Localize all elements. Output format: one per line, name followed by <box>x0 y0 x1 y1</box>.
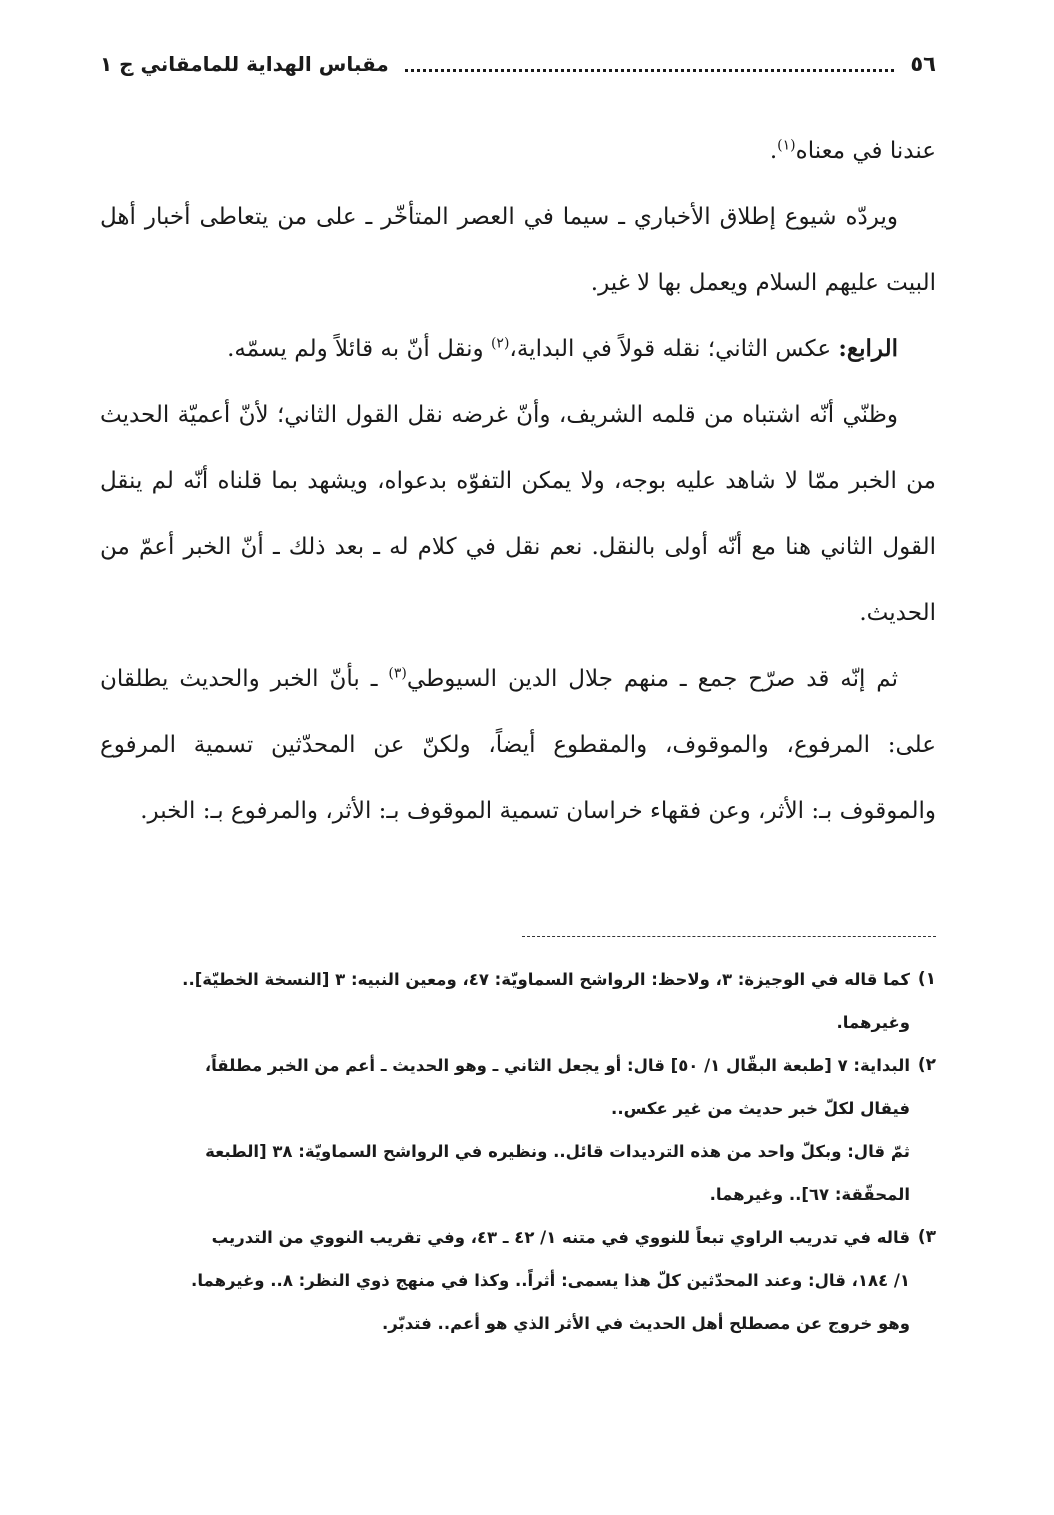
header-dotted-leader <box>405 69 895 72</box>
paragraph-5-text-a: ثم إنّه قد صرّح جمع ـ منهم جلال الدين السيوطي <box>406 666 898 692</box>
footnote-number: ٢) <box>917 1055 936 1075</box>
footnote-line: كما قاله في الوجيزة: ٣، ولاحظ: الرواشح السماويّة: ٤٧، ومعين النبيه: ٣ [النسخة الخطيّة].. <box>182 970 910 989</box>
footnote-ref-2[interactable]: (٢) <box>490 335 510 352</box>
paragraph-1 <box>100 118 936 184</box>
footnote-line: وهو خروج عن مصطلح أهل الحديث في الأثر الذي هو أعم.. فتدبّر. <box>382 1314 910 1333</box>
page-number: ٥٦ <box>910 52 936 76</box>
footnote-line: المحقّقة: ٦٧].. وغيرهما. <box>709 1185 910 1204</box>
footnote-ref-3[interactable]: (٣) <box>388 665 407 682</box>
paragraph-2: ويردّه شيوع إطلاق الأخباري ـ سيما في العصر المتأخّر ـ على من يتعاطى أخبار أهل البيت عليهم السلام ويعمل بها لا غير. <box>100 204 936 296</box>
footnote-1 <box>100 958 936 1044</box>
footnote-line: فيقال لكلّ خبر حديث من غير عكس.. <box>611 1099 910 1118</box>
footnote-body <box>100 1216 910 1345</box>
footnote-line: قاله في تدريب الراوي تبعاً للنووي في متنه ١/ ٤٢ ـ ٤٣، وفي تقريب النووي من التدريب <box>211 1228 910 1247</box>
paragraph-1-text: عندنا في معناه <box>795 138 936 164</box>
paragraph-3-lead: الرابع: <box>838 335 898 362</box>
footnote-number: ١) <box>917 969 936 989</box>
footnote-divider <box>522 936 936 937</box>
footnote-ref-1[interactable]: (١) <box>777 137 796 154</box>
paragraph-3-text-b: ونقل أنّ به قائلاً ولم يسمّه. <box>227 336 491 362</box>
footnote-line: البداية: ٧ [طبعة البقّال ١/ ٥٠] قال: أو يجعل الثاني ـ وهو الحديث ـ أعم من الخبر مطلقاً، <box>204 1056 910 1075</box>
footnote-3 <box>100 1216 936 1345</box>
footnote-body <box>100 958 910 1044</box>
footnote-line: وغيرهما. <box>836 1013 910 1032</box>
paragraph-1-end: . <box>769 138 778 164</box>
footnotes <box>100 958 936 1345</box>
footnote-2 <box>100 1044 936 1216</box>
paragraph-3 <box>100 316 936 382</box>
paragraph-3-text-a: عكس الثاني؛ نقله قولاً في البداية، <box>509 336 839 362</box>
paragraph-5-text-b: ـ بأنّ الخبر والحديث يطلقان على: المرفوع، والموقوف، والمقطوع أيضاً، ولكنّ عن المحدّثين تسمية المرفوع والموقوف بـ: الأثر، وعن فقهاء خراسان تسمية الموقوف بـ: الأثر، والمرفوع بـ: الخبر. <box>100 666 936 824</box>
footnote-body <box>100 1044 910 1216</box>
running-header <box>100 40 936 88</box>
paragraph-5 <box>100 646 936 844</box>
paragraph-4: وظنّي أنّه اشتباه من قلمه الشريف، وأنّ غرضه نقل القول الثاني؛ لأنّ أعميّة الحديث من الخبر ممّا لا شاهد عليه بوجه، ولا يمكن التفوّه بدعواه، ويشهد بما قلناه أنّه لم ينقل القول الثاني هنا مع أنّه أولى بالنقل. نعم نقل في كلام له ـ بعد ذلك ـ أنّ الخبر أعمّ من الحديث. <box>100 402 936 626</box>
book-title: مقباس الهداية للمامقاني ج ١ <box>100 52 389 76</box>
footnote-line: ١/ ١٨٤، قال: وعند المحدّثين كلّ هذا يسمى: أثراً.. وكذا في منهج ذوي النظر: ٨.. وغيرهما. <box>191 1271 910 1290</box>
footnote-number: ٣) <box>917 1227 936 1247</box>
footnote-line: ثمّ قال: وبكلّ واحد من هذه الترديدات قائل.. ونظيره في الرواشح السماويّة: ٣٨ [الطبعة <box>205 1142 910 1161</box>
main-text <box>100 118 936 844</box>
